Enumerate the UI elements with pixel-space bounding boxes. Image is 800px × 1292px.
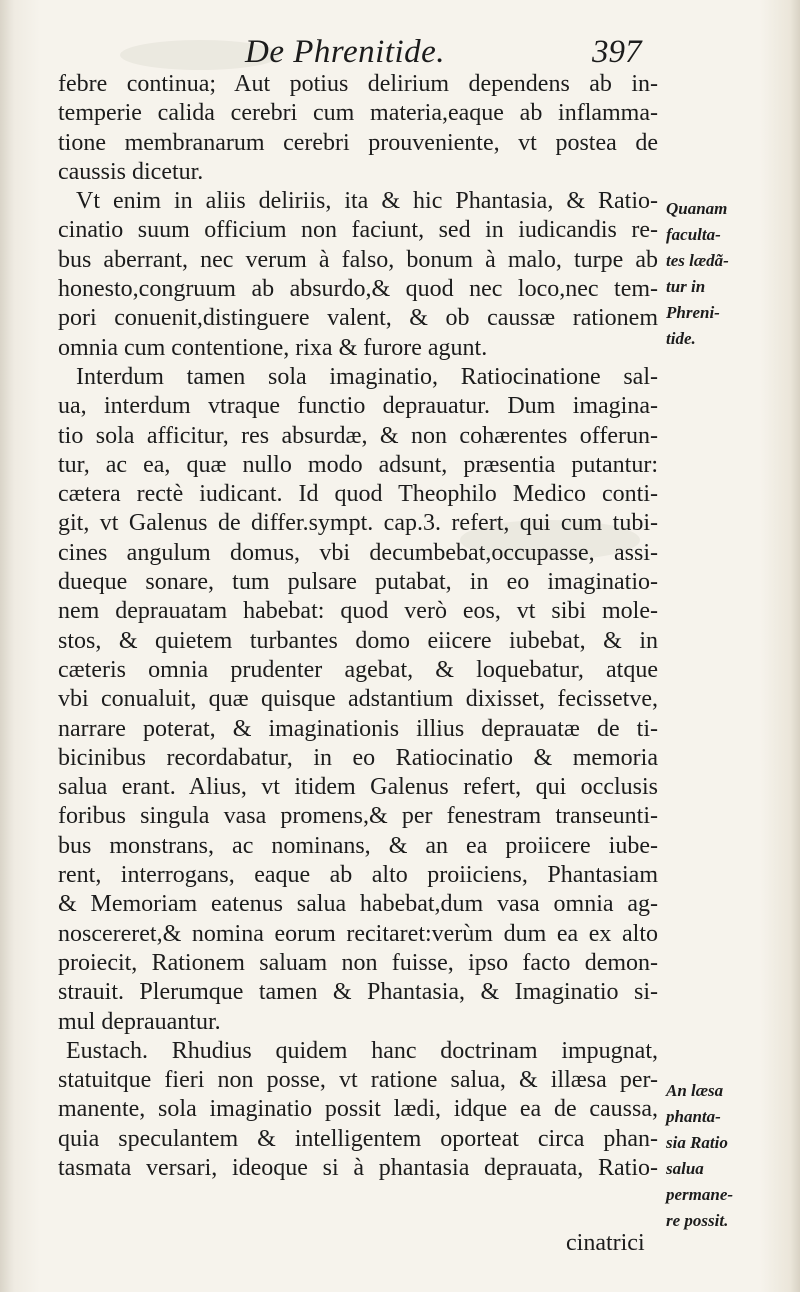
text-line: quia speculantem & intelligentem oporteat circa phan- — [58, 1125, 658, 1152]
text-line: foribus singula vasa promens,& per fenestram transeunti- — [58, 803, 658, 830]
text-line: Eustach. Rhudius quidem hanc doctrinam impugnat, — [66, 1037, 658, 1064]
text-line: cætera rectè iudicant. Id quod Theophilo Medico conti- — [58, 481, 658, 508]
text-line: Interdum tamen sola imaginatio, Ratiocinatione sal- — [76, 363, 658, 390]
text-line: cæteris omnia prudenter agebat, & loquebatur, atque — [58, 656, 658, 683]
text-line: narrare poterat, & imaginationis illius deprauatæ de ti- — [58, 715, 658, 742]
text-line: cinatio suum officium non faciunt, sed in iudicandis re- — [58, 217, 658, 244]
margin-note — [666, 196, 786, 352]
margin-note-line: An læsa — [666, 1081, 724, 1100]
text-line: statuitque fieri non posse, vt ratione salua, & illæsa per- — [58, 1067, 658, 1094]
text-line: tio sola afficitur, res absurdæ, & non cohærentes offerun- — [58, 422, 658, 449]
text-line: nem deprauatam habebat: quod verò eos, vt sibi mole- — [58, 598, 658, 625]
margin-note-line: Quanam — [666, 199, 728, 218]
page-number: 397 — [592, 34, 642, 70]
margin-note-line: Phreni- — [666, 303, 720, 322]
text-line: tasmata versari, ideoque si à phantasia deprauata, Ratio- — [58, 1154, 658, 1181]
text-line: tur, ac ea, quæ nullo modo adsunt, præsentia putantur: — [58, 451, 658, 478]
text-line: honesto,congruum ab absurdo,& quod nec loco,nec tem- — [58, 276, 658, 303]
text-line: pori conuenit,distinguere valent, & ob caussæ rationem — [58, 305, 658, 332]
catchword: cinatrici — [566, 1230, 645, 1256]
text-line: stos, & quietem turbantes domo eiicere iubebat, & in — [58, 627, 658, 654]
text-line: bus monstrans, ac nominans, & an ea proiicere iube- — [58, 832, 658, 859]
text-line: manente, sola imaginatio possit lædi, idque ea de caussa, — [58, 1096, 658, 1123]
text-line: tione membranarum cerebri prouveniente, vt postea de — [58, 129, 658, 156]
running-title: De Phrenitide. — [245, 34, 446, 70]
text-line: caussis dicetur. — [58, 158, 204, 185]
text-line: omnia cum contentione, rixa & furore agunt. — [58, 334, 488, 361]
text-line: strauit. Plerumque tamen & Phantasia, & Imaginatio si- — [58, 979, 658, 1006]
margin-note-line: permane- — [666, 1185, 734, 1204]
margin-note-line: tide. — [666, 329, 696, 348]
text-line: vbi conualuit, quæ quisque adstantium dixisset, fecissetve, — [58, 686, 658, 713]
text-line: febre continua; Aut potius delirium dependens ab in- — [58, 71, 658, 97]
text-line: salua erant. Alius, vt itidem Galenus refert, qui occlusis — [58, 774, 658, 801]
text-line: dueque sonare, tum pulsare putabat, in eo imaginatio- — [58, 569, 658, 596]
text-line: git, vt Galenus de differ.sympt. cap.3. refert, qui cum tubi- — [58, 510, 658, 537]
margin-note-line: re possit. — [666, 1211, 729, 1230]
text-line: noscereret,& nomina eorum recitaret:verùm dum ea ex alto — [58, 920, 658, 947]
text-line: bus aberrant, nec verum à falso, bonum à malo, turpe ab — [58, 246, 658, 273]
margin-note-line: salua — [666, 1159, 704, 1178]
text-line: ua, interdum vtraque functio deprauatur. Dum imagina- — [58, 393, 658, 420]
margin-note-line: sia Ratio — [666, 1133, 728, 1152]
margin-note-line: phanta- — [666, 1107, 721, 1126]
text-line: temperie calida cerebri cum materia,eaque ab inflamma- — [58, 100, 658, 127]
text-line: bicinibus recordabatur, in eo Ratiocinatio & memoria — [58, 744, 658, 771]
text-line: rent, interrogans, eaque ab alto proiiciens, Phantasiam — [58, 862, 658, 889]
text-line: & Memoriam eatenus salua habebat,dum vasa omnia ag- — [58, 891, 658, 918]
text-line: Vt enim in aliis deliriis, ita & hic Phantasia, & Ratio- — [76, 188, 658, 215]
text-line: mul deprauantur. — [58, 1008, 221, 1035]
margin-note-line: tur in — [666, 277, 706, 296]
margin-note — [666, 1078, 786, 1234]
text-line: proiecit, Rationem saluam non fuisse, ipso facto demon- — [58, 949, 658, 976]
margin-note-line: tes lædã- — [666, 251, 729, 270]
text-line: cines angulum domus, vbi decumbebat,occupasse, assi- — [58, 539, 658, 566]
margin-note-line: faculta- — [666, 225, 721, 244]
main-text — [58, 70, 658, 1183]
